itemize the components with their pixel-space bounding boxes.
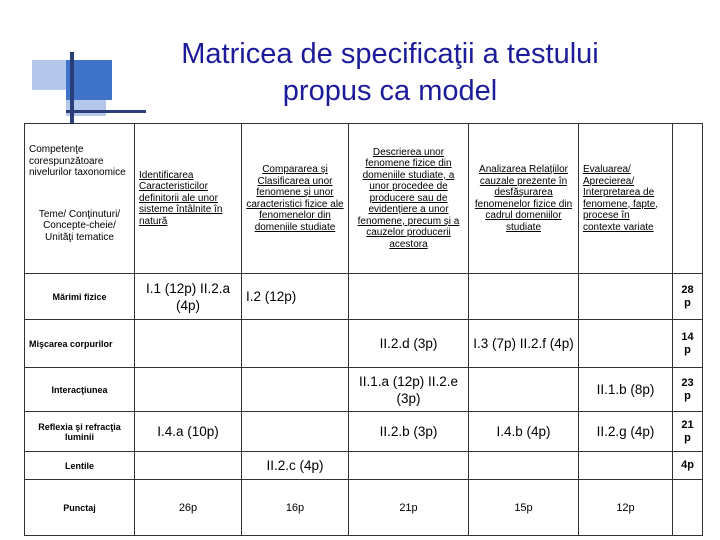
cell <box>469 452 579 480</box>
header-competence-2 <box>242 124 349 274</box>
cell <box>579 320 673 368</box>
cell: II.2.d (3p) <box>349 320 469 368</box>
row-total: 4p <box>673 452 703 480</box>
decor-bar-horizontal <box>66 110 146 113</box>
cell <box>135 452 242 480</box>
decor-square-light <box>32 60 68 90</box>
corner-competences: Competenţe corespunzătoare nivelurilor taxonomice <box>29 144 126 178</box>
cell: II.2.g (4p) <box>579 412 673 452</box>
table-row <box>25 452 703 480</box>
cell <box>242 412 349 452</box>
competence-4-label: Analizarea Relaţiilor cauzale prezente în desfăşurarea fenomenelor fizice din cadrul domeniilor studiate <box>474 164 573 233</box>
cell <box>242 320 349 368</box>
competence-2-label: Compararea şi Clasificarea unor fenomene şi unor caracteristici fizice ale fenomenelor din domeniile studiate <box>246 164 344 233</box>
decor-bar-vertical <box>70 52 74 124</box>
row-label: Reflexia şi refracţia luminii <box>25 412 135 452</box>
header-competence-5 <box>579 124 673 274</box>
competence-3-label: Descrierea unor fenomene fizice din domeniile studiate, a unor procedee de producere sau de evidenţiere a unor fenomene, precum şi a cauzelor producerii acestora <box>357 146 460 250</box>
cell: I.2 (12p) <box>242 274 349 320</box>
competence-1-label: Identificarea Caracteristicilor definitorii ale unor sisteme întâlnite în natură <box>139 169 223 227</box>
cell: II.2.b (3p) <box>349 412 469 452</box>
header-corner <box>25 124 135 274</box>
cell <box>135 368 242 412</box>
cell: I.1 (12p) II.2.a (4p) <box>135 274 242 320</box>
row-label: Mişcarea corpurilor <box>25 320 135 368</box>
header-competence-1 <box>135 124 242 274</box>
header-competence-3 <box>349 124 469 274</box>
row-label: Lentile <box>25 452 135 480</box>
cell <box>349 274 469 320</box>
title-line-2: propus ca model <box>282 75 498 107</box>
punctaj-total <box>673 480 703 536</box>
row-label: Interacţiunea <box>25 368 135 412</box>
cell <box>242 368 349 412</box>
punctaj-value: 16p <box>242 480 349 536</box>
row-total: 14 p <box>673 320 703 368</box>
row-total: 28 p <box>673 274 703 320</box>
header-competence-4 <box>469 124 579 274</box>
cell: I.3 (7p) II.2.f (4p) <box>469 320 579 368</box>
specification-matrix <box>24 123 703 536</box>
table-row <box>25 320 703 368</box>
cell: II.1.b (8p) <box>579 368 673 412</box>
cell: II.2.c (4p) <box>242 452 349 480</box>
row-total: 23 p <box>673 368 703 412</box>
cell <box>469 274 579 320</box>
cell <box>135 320 242 368</box>
page-title <box>110 36 670 110</box>
punctaj-row <box>25 480 703 536</box>
table-row <box>25 274 703 320</box>
row-total: 21 p <box>673 412 703 452</box>
cell <box>469 368 579 412</box>
table-row <box>25 368 703 412</box>
row-label: Mărimi fizice <box>25 274 135 320</box>
punctaj-value: 12p <box>579 480 673 536</box>
punctaj-label: Punctaj <box>25 480 135 536</box>
punctaj-value: 26p <box>135 480 242 536</box>
cell: II.1.a (12p) II.2.e (3p) <box>349 368 469 412</box>
table-row <box>25 412 703 452</box>
header-total <box>673 124 703 274</box>
cell: I.4.b (4p) <box>469 412 579 452</box>
cell: I.4.a (10p) <box>135 412 242 452</box>
title-line-1: Matricea de specificaţii a testului <box>181 38 599 70</box>
header-row <box>25 124 703 274</box>
corner-topics: Teme/ Conţinuturi/ Concepte-cheie/ Unităţi tematice <box>38 208 121 243</box>
punctaj-value: 15p <box>469 480 579 536</box>
cell <box>349 452 469 480</box>
cell <box>579 274 673 320</box>
punctaj-value: 21p <box>349 480 469 536</box>
competence-5-label: Evaluarea/ Aprecierea/ Interpretarea de fenomene, fapte, procese în contexte variate <box>583 164 659 233</box>
cell <box>579 452 673 480</box>
